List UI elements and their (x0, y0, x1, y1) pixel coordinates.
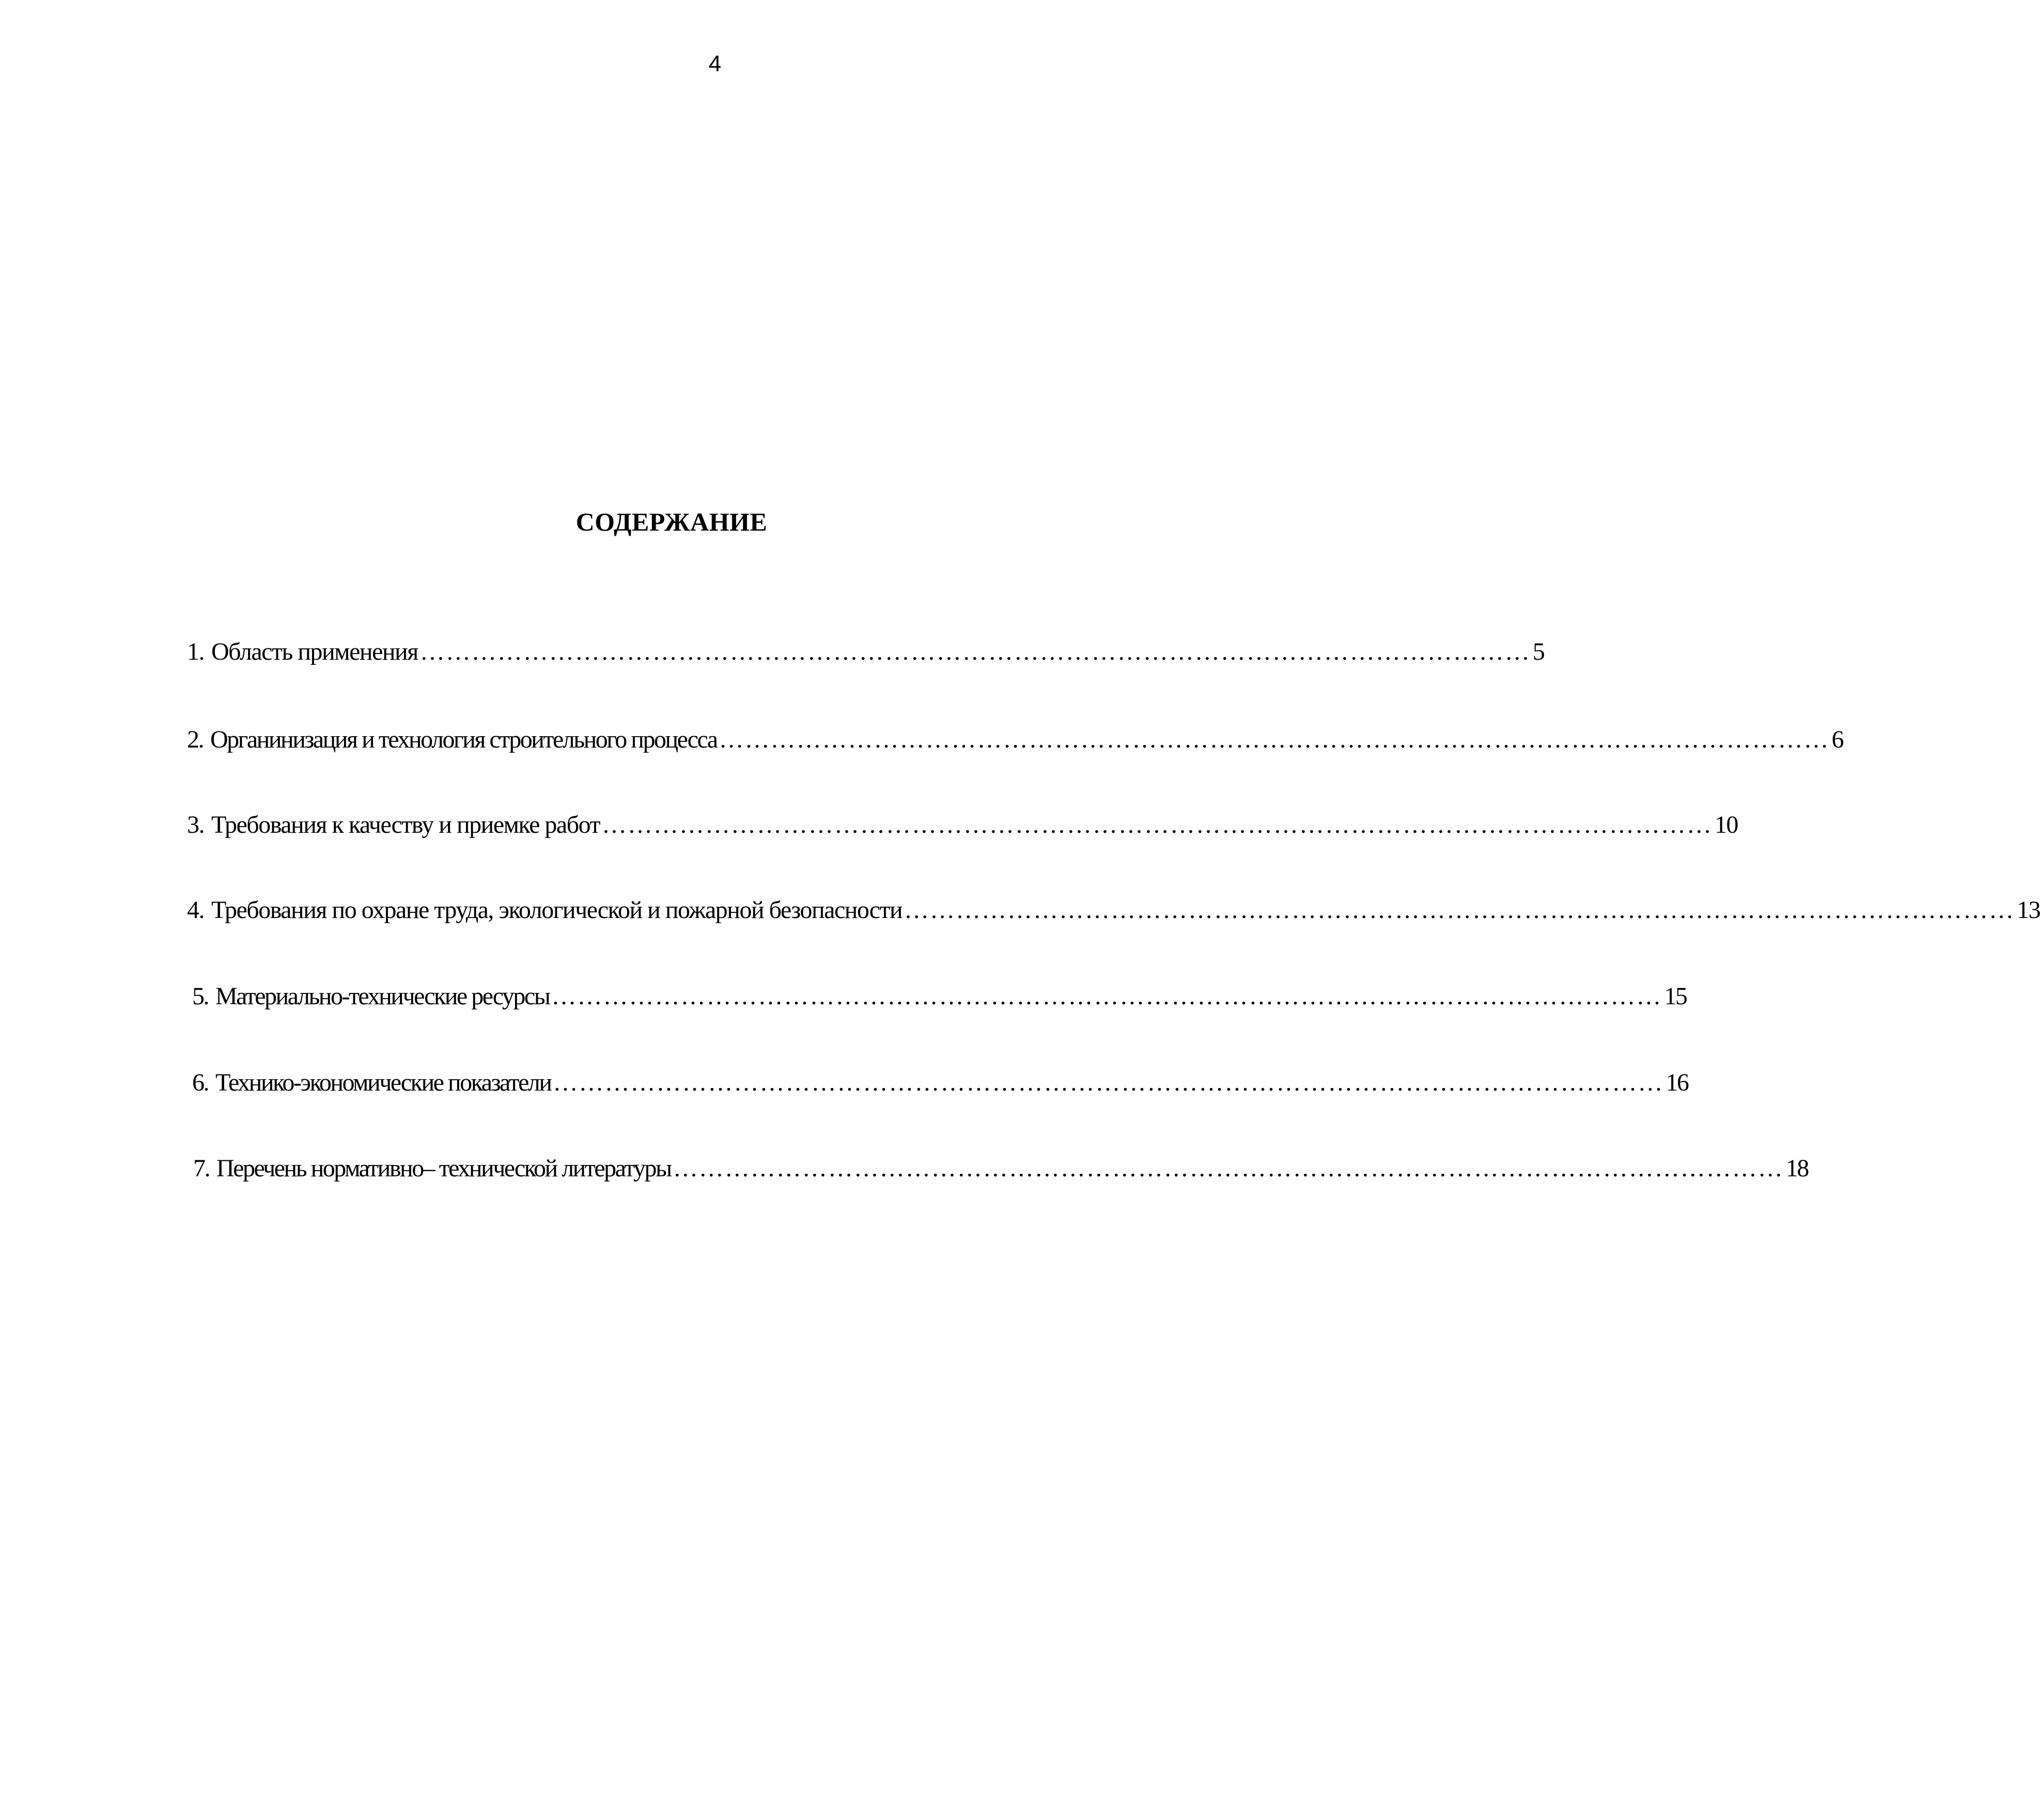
toc-title: СОДЕРЖАНИЕ (575, 507, 768, 536)
toc-dot-leader: ………………………………………………………………………………………………………………… (551, 983, 1662, 1010)
toc-item-page: 16 (1665, 1069, 1688, 1096)
toc-item-page: 13 (2017, 896, 2040, 924)
toc-item-page: 5 (1532, 638, 1545, 665)
toc-item-number: 6. (192, 1069, 208, 1096)
toc-dot-leader: ………………………………………………………………………………………………………………… (602, 811, 1712, 838)
toc-item-7 (193, 1151, 1808, 1184)
toc-dot-leader: ………………………………………………………………………………………………………………… (553, 1069, 1664, 1096)
toc-item-page: 18 (1785, 1155, 1808, 1182)
toc-item-number: 4. (187, 896, 204, 924)
toc-item-number: 1. (187, 638, 204, 665)
toc-dot-leader: ………………………………………………………………………………………………………………… (719, 726, 1830, 753)
toc-item-1 (187, 634, 1545, 667)
toc-item-title: Область применения (211, 638, 418, 665)
toc-item-6 (192, 1065, 1688, 1098)
toc-item-title: Требования по охране труда, экологической и пожарной безопасности (211, 896, 902, 924)
toc-item-number: 7. (193, 1155, 209, 1182)
toc-dot-leader: ………………………………………………………………………………………………………………… (904, 896, 2015, 924)
toc-item-4 (187, 893, 2040, 926)
toc-item-number: 5. (192, 983, 208, 1010)
toc-item-title: Перечень нормативно– технической литературы (216, 1155, 671, 1182)
toc-dot-leader: ………………………………………………………………………………………………………………… (419, 638, 1531, 665)
toc-item-title: Требования к качеству и приемке работ (211, 811, 600, 838)
toc-item-page: 10 (1715, 811, 1738, 838)
toc-item-page: 6 (1831, 726, 1843, 753)
page-number: 4 (708, 51, 722, 76)
toc-item-page: 15 (1664, 983, 1687, 1010)
toc-item-3 (187, 807, 1738, 841)
toc-item-5 (192, 979, 1687, 1012)
toc-item-number: 3. (187, 811, 204, 838)
toc-item-2 (187, 722, 1843, 755)
toc-item-title: Органинизация и технология строительного процесса (210, 726, 717, 753)
toc-item-title: Технико-экономические показатели (215, 1069, 551, 1096)
toc-item-title: Материально-технические ресурсы (215, 983, 550, 1010)
toc-item-number: 2. (187, 726, 203, 753)
toc-dot-leader: ………………………………………………………………………………………………………………… (673, 1155, 1784, 1182)
